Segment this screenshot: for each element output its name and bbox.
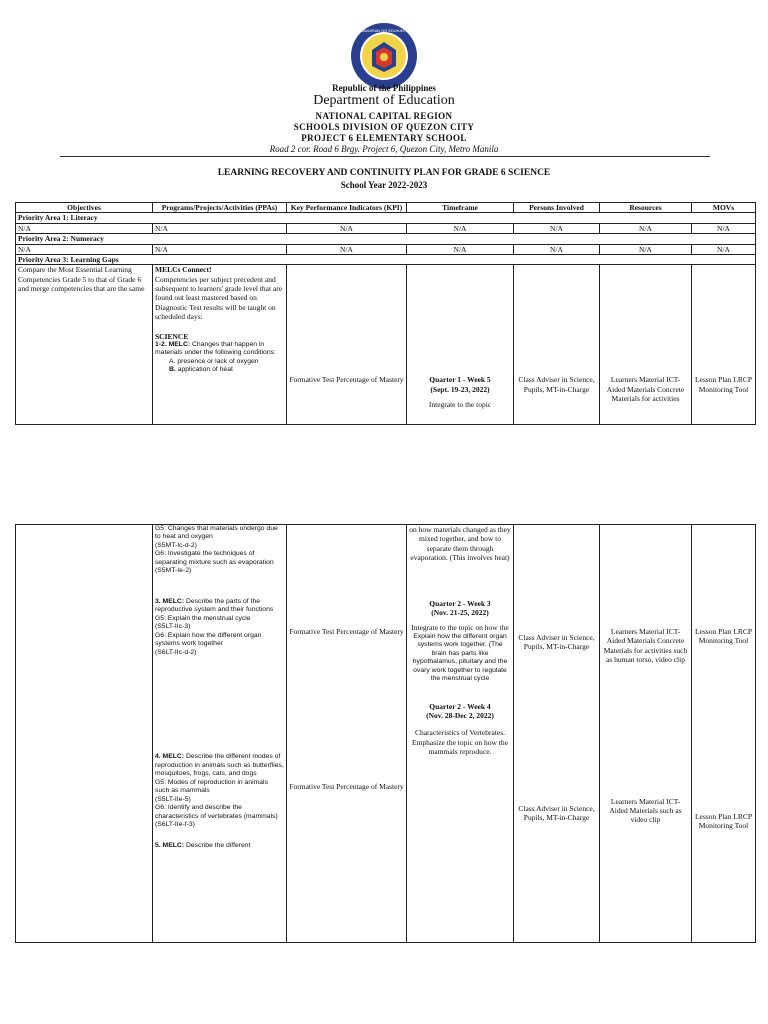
movs-text: Lesson Plan LRCP Monitoring Tool <box>694 627 753 646</box>
list-item: application of heat <box>177 366 233 374</box>
priority-area-gaps: Priority Area 3: Learning Gaps <box>16 254 756 264</box>
melc3-g5-code: (S5LT-IIc-3) <box>155 623 191 631</box>
persons-text: Class Adviser in Science, Pupils, MT-in-Charge <box>518 633 595 652</box>
na-cell: N/A <box>407 244 514 254</box>
deped-seal-logo <box>350 22 418 90</box>
table-row <box>16 265 756 425</box>
kpi-text: Formative Test Percentage of Mastery <box>289 782 404 792</box>
timeframe-dates: (Nov. 28-Dec 2, 2022) <box>426 710 494 720</box>
melc-text: Describe the different modes of reproduction in animals such as butterflies, mosquitoes, frogs, cats, and dogs <box>155 753 284 778</box>
melc3-g5: G5: Explain the menstrual cycle <box>155 614 251 622</box>
table-row <box>16 244 756 254</box>
col-header-objectives: Objectives <box>16 203 153 213</box>
resources-text: Learners Material ICT-Aided Materials such as video clip <box>609 796 682 825</box>
subject-label: SCIENCE <box>155 331 189 341</box>
na-cell: N/A <box>600 244 692 254</box>
na-cell: N/A <box>600 223 692 233</box>
na-cell: N/A <box>692 223 756 233</box>
melc4-g5: G5: Modes of reproduction in animals such as mammals <box>155 778 268 795</box>
na-cell: N/A <box>692 244 756 254</box>
persons-cell <box>514 265 600 425</box>
list-item: presence or lack of oxygen <box>177 357 259 365</box>
cont-g5-code: (S5MT-Ic-d-2) <box>155 541 197 549</box>
cont-g6: G6: Investigate the techniques of separating mixture such as evaporation <box>155 550 274 566</box>
kpi-cell <box>287 265 407 425</box>
na-cell: N/A <box>287 223 407 233</box>
timeframe-cell <box>407 525 514 943</box>
col-header-kpi: Key Performance Indicators (KPI) <box>287 203 407 213</box>
persons-text: Class Adviser in Science, Pupils, MT-in-Charge <box>518 375 595 394</box>
timeframe-note: Integrate to the topic <box>428 400 492 409</box>
movs-text: Lesson Plan LRCP Monitoring Tool <box>694 811 753 831</box>
melc3-g6: G6: Explain how the different organ systems work together <box>155 631 262 648</box>
melc4-g5-code: (S5LT-IIe-5) <box>155 795 191 803</box>
persons-cell <box>514 525 600 943</box>
melc4-g6-code: (S6LT-IIe-f-3) <box>155 821 195 829</box>
melc-label: 4. MELC: <box>155 753 185 761</box>
na-cell: N/A <box>287 244 407 254</box>
ppa-title: MELCs Connect! <box>155 265 212 275</box>
republic-heading: Republic of the Philippines <box>332 83 436 93</box>
division-heading: SCHOOLS DIVISION OF QUEZON CITY <box>293 122 475 132</box>
col-header-resources: Resources <box>600 203 692 213</box>
timeframe-dates: (Sept. 19-23, 2022) <box>430 384 490 394</box>
melc-label: 5. MELC: <box>155 841 185 849</box>
col-header-timeframe: Timeframe <box>407 203 514 213</box>
lrcp-table-page-1 <box>15 202 756 425</box>
document-title: LEARNING RECOVERY AND CONTINUITY PLAN FOR GRADE 6 SCIENCE <box>217 168 551 178</box>
na-cell: N/A <box>514 223 600 233</box>
school-heading: PROJECT 6 ELEMENTARY SCHOOL <box>301 133 467 143</box>
header-divider <box>60 156 710 157</box>
ppa-cell <box>153 265 287 425</box>
resources-cell <box>600 525 692 943</box>
kpi-text: Formative Test Percentage of Mastery <box>289 627 404 636</box>
table-row <box>16 525 756 943</box>
col-header-persons: Persons Involved <box>514 203 600 213</box>
timeframe-note: Integrate to the topic on how the <box>411 623 509 633</box>
na-cell: N/A <box>16 223 153 233</box>
melc-text: Describe the different <box>185 841 251 849</box>
movs-text: Lesson Plan LRCP Monitoring Tool <box>694 375 753 394</box>
resources-text: Learners Material ICT-Aided Materials Concrete Materials for activities such as human torso, video clip <box>603 627 688 665</box>
school-address: Road 2 cor. Road 6 Brgy. Project 6, Quezon City, Metro Manila <box>269 144 499 154</box>
priority-area-numeracy: Priority Area 2: Numeracy <box>16 234 756 244</box>
kpi-text: Formative Test Percentage of Mastery <box>289 375 404 385</box>
svg-text:KAGAWARAN NG EDUKASYON: KAGAWARAN NG EDUKASYON <box>354 28 414 33</box>
na-cell: N/A <box>153 223 287 233</box>
na-cell: N/A <box>514 244 600 254</box>
ppa-cell <box>153 525 287 943</box>
priority-area-row <box>16 234 756 244</box>
melc4-g6: G6: Identify and describe the characteristics of vertebrates (mammals) <box>155 804 278 820</box>
melc-text: Describe the parts of the reproductive system and their functions <box>155 597 274 614</box>
timeframe-note-detail: Explain how the different organ systems work together. (The brain has parts like hypothalamus, pituitary and the ovary work together to regulate the menstrual cycle <box>412 632 508 683</box>
na-cell: N/A <box>407 223 514 233</box>
ppa-description: Competencies per subject precedent and subsequent to learners' grade level that are found out least mastered based on Diagnostic Test results will be taught on scheduled days: <box>155 274 283 322</box>
timeframe-quarter: Quarter 2 - Week 4 <box>429 701 491 711</box>
objective-cell <box>16 525 153 943</box>
col-header-ppas: Programs/Projects/Activities (PPAs) <box>153 203 287 213</box>
objective-text: Compare the Most Essential Learning Competencies Grade 5 to that of Grade 6 and merge competencies that are the same <box>18 265 145 293</box>
cont-timeframe-note: on how materials changed as they mixed together, and how to separate them through evaporation. (This involves heat) <box>409 525 511 563</box>
na-cell: N/A <box>16 244 153 254</box>
na-cell: N/A <box>153 244 287 254</box>
priority-area-row <box>16 213 756 223</box>
table-row <box>16 223 756 233</box>
cont-g5: G5: Changes that materials undergo due to heat and oxygen <box>155 525 278 541</box>
region-heading: NATIONAL CAPITAL REGION <box>315 111 453 121</box>
lrcp-table-page-2 <box>15 524 756 943</box>
movs-cell <box>692 525 756 943</box>
timeframe-dates: (Nov. 21-25, 2022) <box>431 607 489 617</box>
priority-area-literacy: Priority Area 1: Literacy <box>16 213 756 223</box>
movs-cell <box>692 265 756 425</box>
melc-label: 1-2. MELC: <box>155 340 191 348</box>
timeframe-quarter: Quarter 1 - Week 5 <box>429 375 491 385</box>
timeframe-note: Characteristics of Vertebrates. Emphasize the topic on how the mammals reproduce. <box>411 728 509 757</box>
table-header-row <box>16 203 756 213</box>
melc3-g6-code: (S6LT-IIc-d-2) <box>155 648 197 656</box>
timeframe-quarter: Quarter 2 - Week 3 <box>429 598 491 608</box>
school-year: School Year 2022-2023 <box>340 180 428 190</box>
department-heading: Department of Education <box>313 93 455 108</box>
objective-cell <box>16 265 153 425</box>
list-marker: B. <box>169 366 176 374</box>
melc-text: Changes that happen in materials under the following conditions: <box>155 340 276 357</box>
priority-area-row <box>16 254 756 264</box>
persons-text: Class Adviser in Science, Pupils, MT-in-Charge <box>518 803 595 823</box>
timeframe-cell <box>407 265 514 425</box>
list-marker: A. <box>169 357 176 365</box>
resources-cell <box>600 265 692 425</box>
cont-g6-code: (S5MT-Ie-2) <box>155 567 192 575</box>
col-header-movs: MOVs <box>692 203 756 213</box>
kpi-cell <box>287 525 407 943</box>
melc-label: 3. MELC: <box>155 597 185 605</box>
resources-text: Learners Material ICT-Aided Materials Concrete Materials for activities <box>606 375 685 403</box>
